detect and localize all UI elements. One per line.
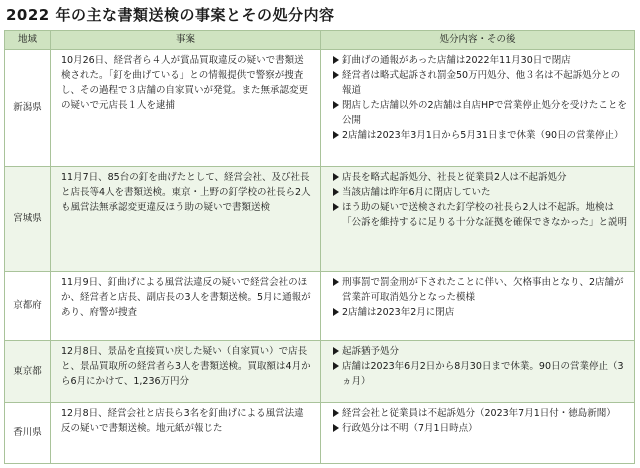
arrow-bullet-icon	[333, 347, 339, 355]
arrow-bullet-icon	[333, 409, 339, 417]
column-header-region: 地域	[5, 31, 51, 50]
table-row	[5, 272, 635, 341]
table-row	[5, 402, 635, 463]
disposal-cell	[321, 50, 635, 167]
column-header-disposal: 処分内容・その後	[321, 31, 635, 50]
disposal-item: 釘曲げの通報があった店舗は2022年11月30日で閉店	[333, 53, 628, 68]
table-header-row	[5, 31, 635, 50]
arrow-bullet-icon	[333, 424, 339, 432]
region-cell: 新潟県	[5, 50, 51, 167]
table-row	[5, 340, 635, 402]
disposal-item: 起訴猶予処分	[333, 344, 628, 359]
disposal-item: 経営会社と従業員は不起訴処分（2023年7月1日付・徳島新聞）	[333, 406, 628, 421]
region-cell: 京都府	[5, 272, 51, 341]
case-cell: 12月8日、経営会社と店長ら3名を釘曲げによる風営法違反の疑いで書類送検。地元紙が報じた	[51, 402, 321, 463]
case-cell: 10月26日、経営者ら４人が賞品買取違反の疑いで書類送検された。「釘を曲げている」との情報提供で警察が捜査し、その過程で３店舗の自家買いが発覚。また無承認変更の疑いで元店長１人を逮捕	[51, 50, 321, 167]
disposal-item: 当該店舗は昨年6月に閉店していた	[333, 185, 628, 200]
disposal-item: 刑事罰で罰金刑が下されたことに伴い、欠格事由となり、2店舗が営業許可取消処分となった模様	[333, 275, 628, 305]
disposal-cell	[321, 340, 635, 402]
arrow-bullet-icon	[333, 308, 339, 316]
page-title: 2022 年の主な書類送検の事案とその処分内容	[6, 6, 335, 24]
disposal-item: 閉店した店舗以外の2店舗は自店HPで営業停止処分を受けたことを公開	[333, 98, 628, 128]
disposal-cell	[321, 402, 635, 463]
disposal-item: 店舗は2023年6月2日から8月30日まで休業。90日の営業停止（3ヵ月）	[333, 359, 628, 389]
arrow-bullet-icon	[333, 362, 339, 370]
arrow-bullet-icon	[333, 56, 339, 64]
arrow-bullet-icon	[333, 188, 339, 196]
table-row	[5, 166, 635, 271]
region-cell: 香川県	[5, 402, 51, 463]
arrow-bullet-icon	[333, 131, 339, 139]
disposal-item: 行政処分は不明（7月1日時点）	[333, 421, 628, 436]
disposal-item: 店長を略式起訴処分、社長と従業員2人は不起訴処分	[333, 170, 628, 185]
region-cell: 東京都	[5, 340, 51, 402]
cases-table	[4, 30, 635, 464]
disposal-item: 経営者は略式起訴され罰金50万円処分、他３名は不起訴処分との報道	[333, 68, 628, 98]
disposal-item: 2店舗は2023年2月に閉店	[333, 305, 628, 320]
arrow-bullet-icon	[333, 71, 339, 79]
region-cell: 宮城県	[5, 166, 51, 271]
case-cell: 12月8日、景品を直接買い戻した疑い（自家買い）で店長と、景品買取所の経営者ら3人を書類送検。買取額は4月から6月にかけて、1,236万円分	[51, 340, 321, 402]
arrow-bullet-icon	[333, 101, 339, 109]
disposal-item: ほう助の疑いで送検された釘学校の社長ら2人は不起訴。地検は「公訴を維持するに足りる十分な証拠を確保できなかった」と説明	[333, 200, 628, 230]
column-header-case: 事案	[51, 31, 321, 50]
table-row	[5, 50, 635, 167]
disposal-cell	[321, 272, 635, 341]
disposal-item: 2店舗は2023年3月1日から5月31日まで休業（90日の営業停止）	[333, 128, 628, 143]
disposal-cell	[321, 166, 635, 271]
arrow-bullet-icon	[333, 203, 339, 211]
case-cell: 11月7日、85台の釘を曲げたとして、経営会社、及び社長と店長等4人を書類送検。東京・上野の釘学校の社長ら2人も風営法無承認変更違反ほう助の疑いで書類送検	[51, 166, 321, 271]
case-cell: 11月9日、釘曲げによる風営法違反の疑いで経営会社のほか、経営者と店長、副店長の3人を書類送検。5月に通報があり、府警が捜査	[51, 272, 321, 341]
arrow-bullet-icon	[333, 278, 339, 286]
arrow-bullet-icon	[333, 173, 339, 181]
